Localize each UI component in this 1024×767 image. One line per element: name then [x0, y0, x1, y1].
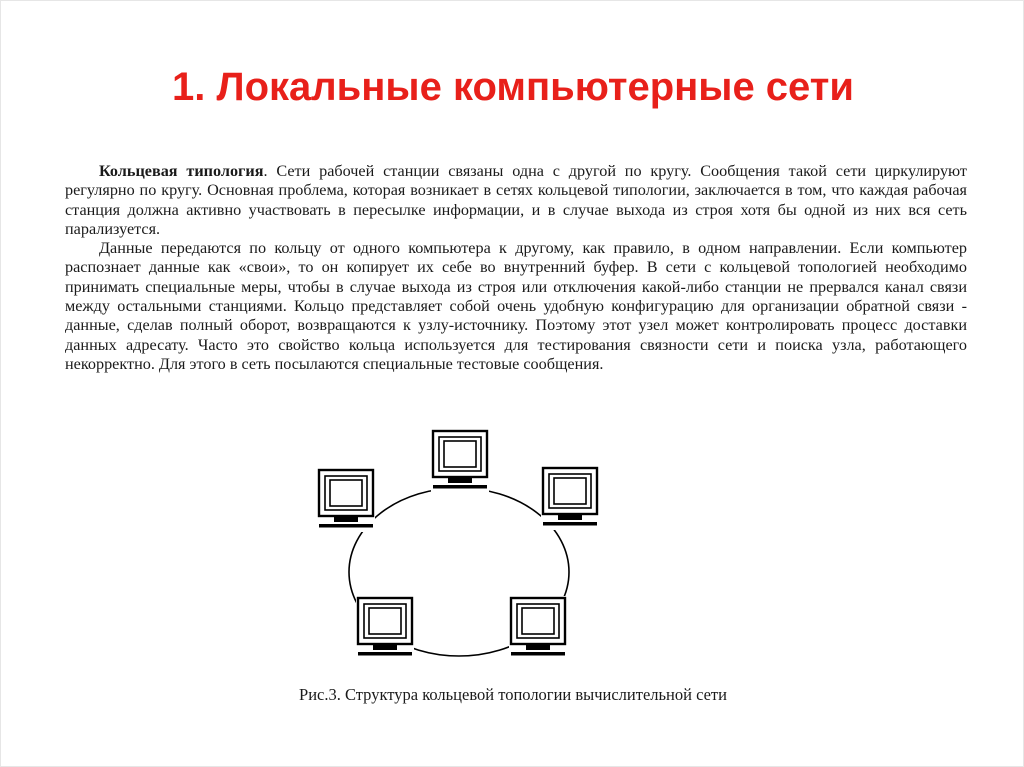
ring-topology-diagram: [301, 421, 611, 666]
paragraph-ring-topology: [65, 162, 967, 239]
computer-icon: [431, 429, 489, 493]
paragraph-1-text: . Сети рабочей станции связаны одна с другой по кругу. Сообщения такой сети циркулируют регулярно по кругу. Основная проблема, которая возникает в сетях кольцевой типологии, заключается в том, что каждая рабочая станция должна активно участвовать в пересылке информации, и в случае выхода из строя хотя бы одной из них вся сеть парализуется.: [65, 162, 967, 238]
paragraph-data-transfer: Данные передаются по кольцу от одного компьютера к другому, как правило, в одном направлении. Если компьютер распознает данные как «свои», то он копирует их себе во внутренний буфер. В сети с кольцевой топологией необходимо принимать специальные меры, чтобы в случае выхода из строя или отключения какой-либо станции не прервался канал связи между остальными станциями. Кольцо представляет собой очень удобную конфигурацию для организации обратной связи - данные, сделав полный оборот, возвращаются к узлу-источнику. Поэтому этот узел может контролировать процесс доставки данных адресату. Часто это свойство кольца используется для тестирования связности сети и поиска узла, работающего некорректно. Для этого в сеть посылаются специальные тестовые сообщения.: [65, 239, 967, 373]
figure-caption: Рис.3. Структура кольцевой топологии вычислительной сети: [299, 685, 727, 704]
computer-icon: [317, 468, 375, 532]
computer-icon: [356, 596, 414, 660]
computer-icon: [509, 596, 567, 660]
body-text: [65, 162, 967, 374]
term-ring-topology: Кольцевая типология: [99, 162, 264, 180]
slide-title: 1. Локальные компьютерные сети: [172, 65, 854, 109]
computer-icon: [541, 466, 599, 530]
